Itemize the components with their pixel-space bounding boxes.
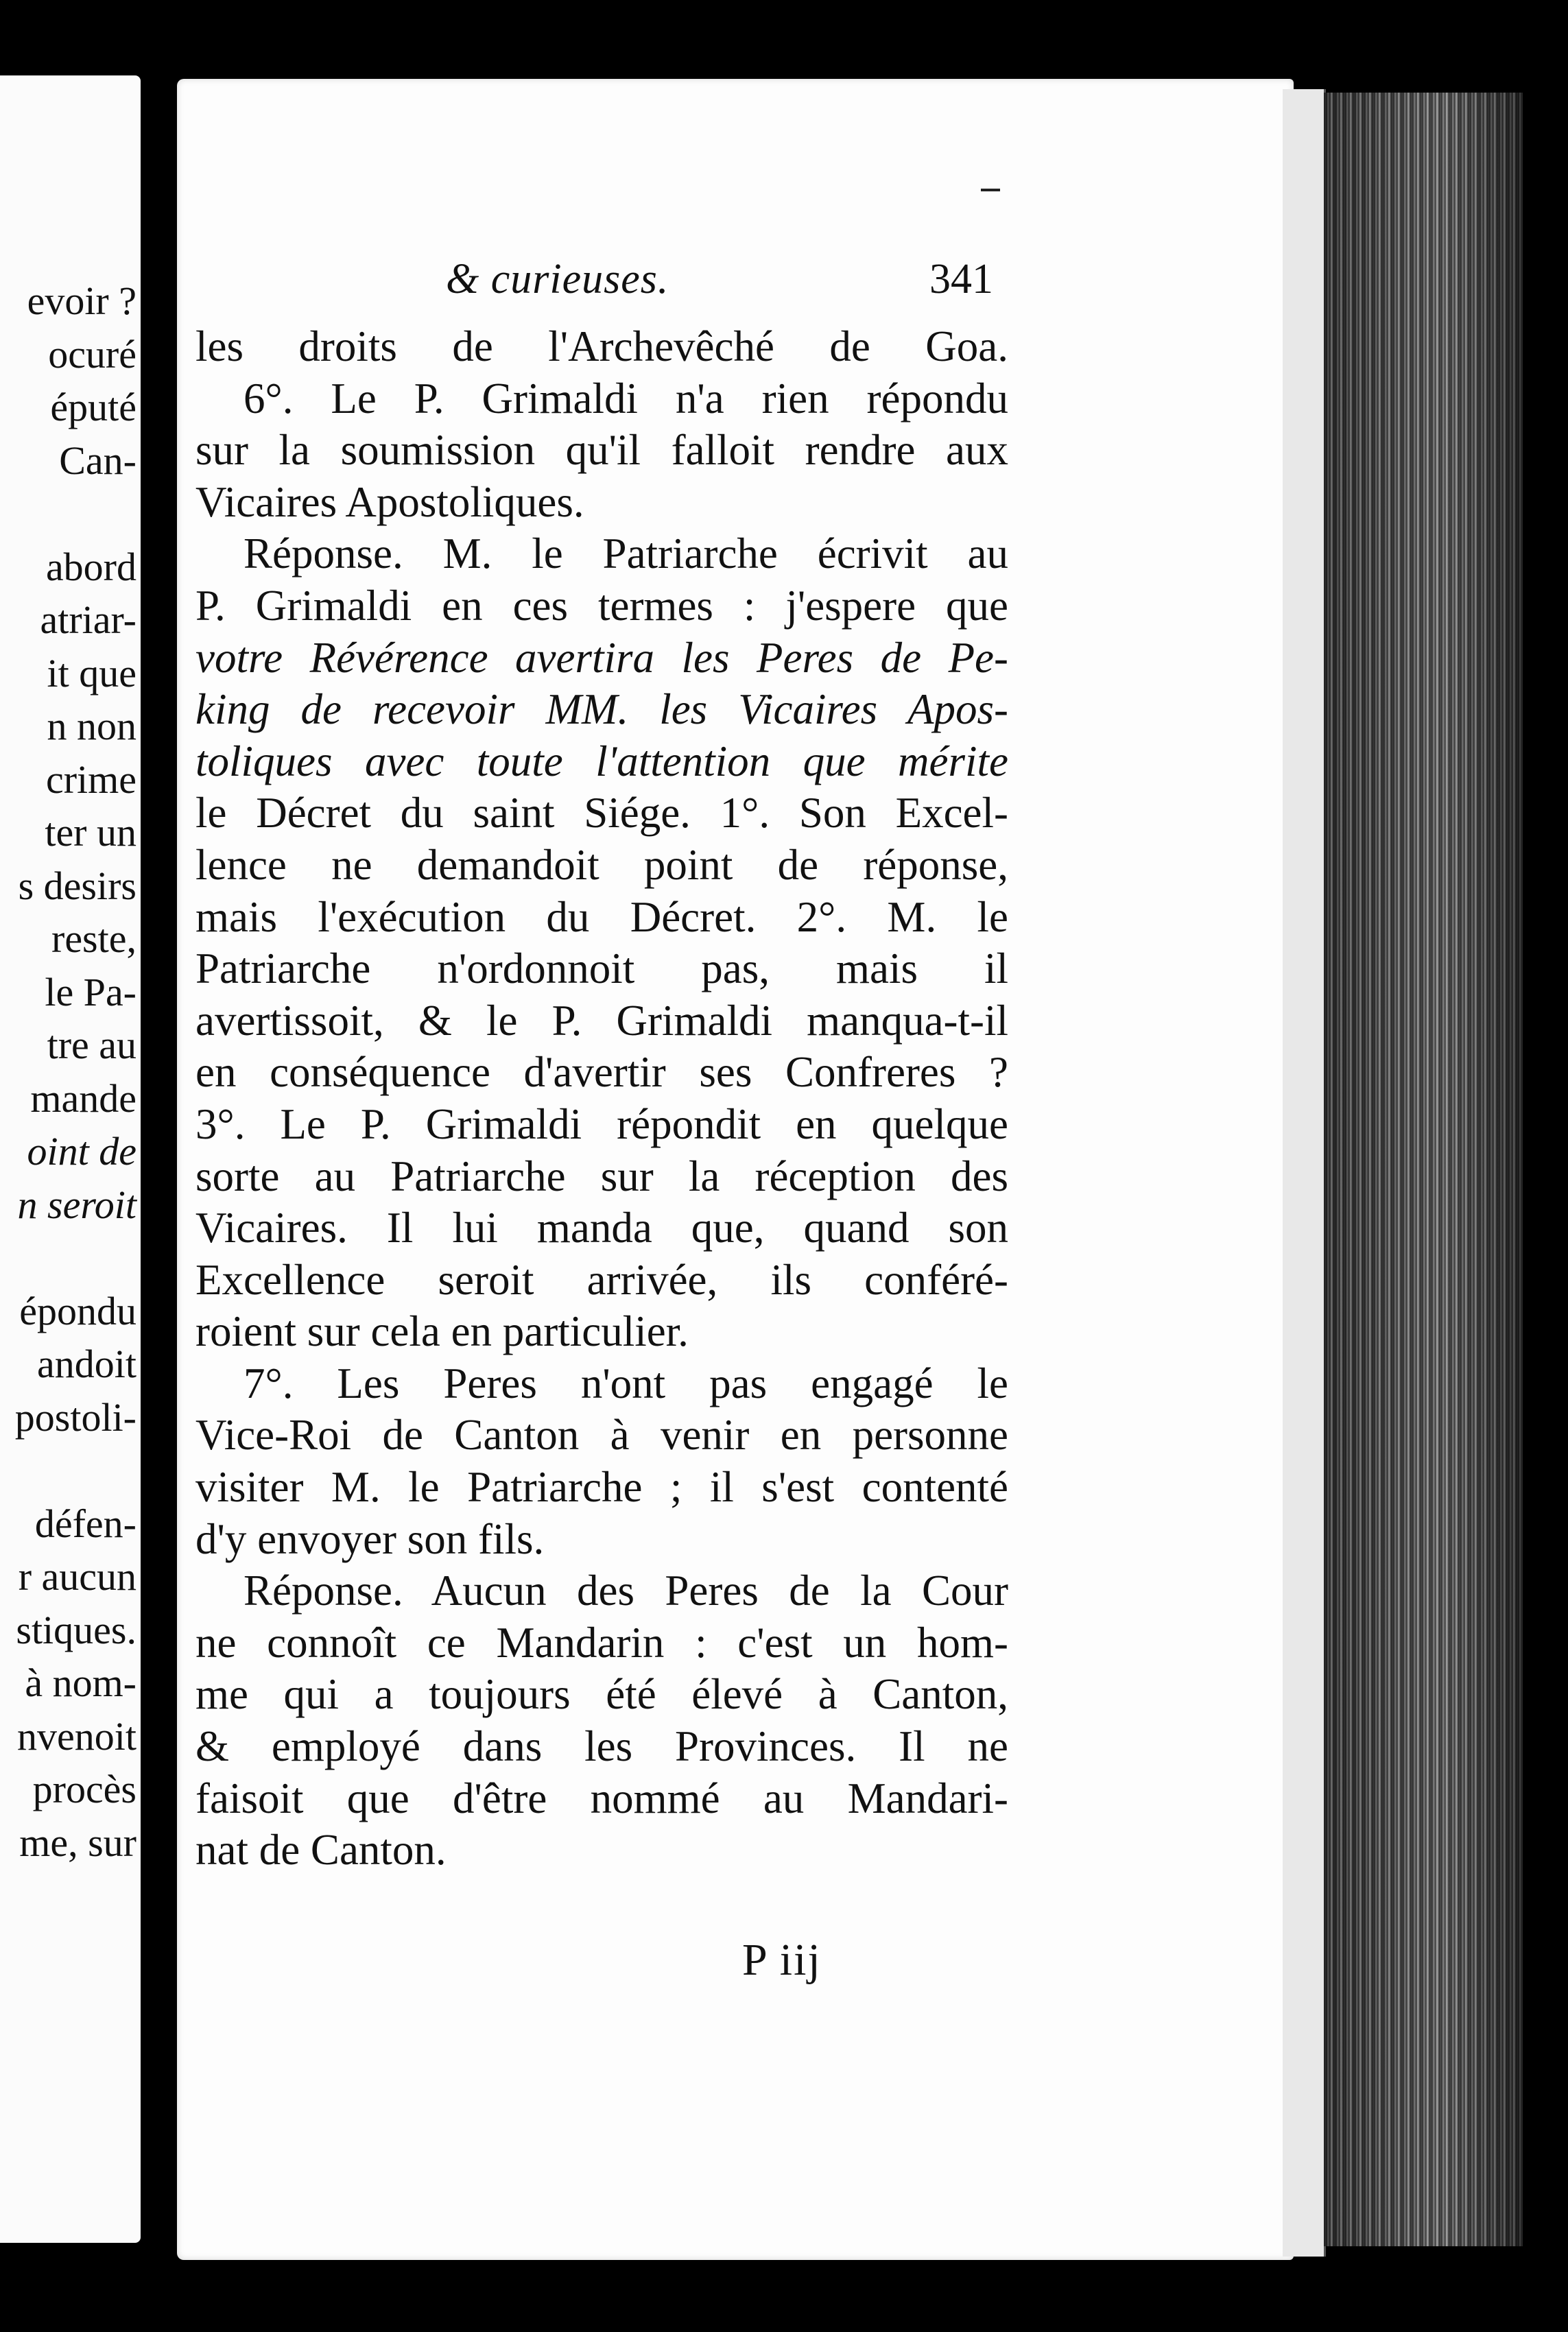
text-line: Patriarche n'ordonnoit pas, mais il [195,944,1008,993]
facing-page-line: éputé [50,385,136,429]
text-line: Vice-Roi de Canton à venir en personne [195,1411,1008,1460]
text-line: toliques avec toute l'attention que mérite [195,737,1008,785]
facing-page-line [15,1231,136,1285]
facing-page-line: reste, [51,916,136,961]
facing-page-line: s desirs [18,863,136,908]
facing-page-line: le Pa- [45,969,136,1014]
fore-edge-page-stack [1324,93,1523,2246]
facing-page-line: postoli- [14,1394,136,1440]
text-line: king de recevoir MM. les Vicaires Apos- [195,685,1008,734]
facing-page-line: à nom- [25,1661,136,1705]
facing-page-line: Can- [59,438,136,483]
facing-page-line: épondu [19,1288,136,1333]
signature-mark: P iij [742,1935,822,1985]
text-line: mais l'exécution du Décret. 2°. M. le [195,892,1008,941]
facing-page-line: atriar- [40,597,136,642]
text-line: & employé dans les Provinces. Il ne [195,1722,1008,1771]
facing-page-line: crime [45,757,136,802]
facing-page-line: abord [45,544,136,589]
text-line: 3°. Le P. Grimaldi répondit en quelque [195,1099,1008,1148]
facing-page-line: n non [47,704,136,748]
facing-page-line: tre au [47,1023,136,1067]
facing-page-line: procès [32,1767,136,1811]
facing-page-line: ocuré [48,331,136,377]
text-line: 6°. Le P. Grimaldi n'a rien répondu [243,374,1008,423]
text-line: en conséquence d'avertir ses Confreres ? [195,1048,1008,1097]
text-line: P. Grimaldi en ces termes : j'espere que [195,581,1008,630]
text-line: d'y envoyer son fils. [195,1514,545,1563]
text-line: Vicaires. Il lui manda que, quand son [195,1204,1008,1252]
facing-page-line: r aucun [18,1554,136,1599]
facing-page-line: it que [47,650,136,695]
facing-page-line: mande [30,1075,136,1121]
text-line: Excellence seroit arrivée, ils conféré- [195,1255,1008,1304]
text-line: sur la soumission qu'il falloit rendre aux [195,426,1008,475]
text-line: les droits de l'Archevêché de Goa. [195,322,1008,370]
facing-page-line: défen- [34,1501,136,1546]
facing-page-line: evoir ? [27,278,136,323]
text-line: visiter M. le Patriarche ; il s'est contenté [195,1463,1008,1512]
body-text [195,321,1008,1877]
text-line: nat de Canton. [195,1826,447,1875]
facing-page-line: stiques. [16,1607,136,1652]
page-number: 341 [929,256,993,302]
facing-page-line [15,487,136,540]
facing-page-line: ter un [45,810,136,855]
facing-page-line: me, sur [19,1820,136,1865]
text-line: ne connoît ce Mandarin : c'est un hom- [195,1618,1008,1667]
text-line: me qui a toujours été élevé à Canton, [195,1670,1008,1719]
text-line: Réponse. M. le Patriarche écrivit au [243,530,1008,578]
facing-page-left [0,75,141,2243]
facing-page-text [15,274,136,1869]
text-line: lence ne demandoit point de réponse, [195,840,1008,889]
printer-mark [981,189,1000,191]
running-title: & curieuses. [446,256,669,302]
page-edge [1283,89,1326,2257]
text-line: sorte au Patriarche sur la réception des [195,1152,1008,1200]
facing-page-line: n seroit [17,1182,136,1227]
facing-page-line: andoit [37,1342,136,1386]
text-line: le Décret du saint Siége. 1°. Son Excel- [195,789,1008,837]
text-line: votre Révérence avertira les Peres de Pe- [195,633,1008,682]
text-line: avertissoit, & le P. Grimaldi manqua-t-il [195,996,1008,1045]
text-line: faisoit que d'être nommé au Mandari- [195,1774,1008,1822]
text-line: roient sur cela en particulier. [195,1307,689,1356]
text-line: Vicaires Apostoliques. [195,477,584,526]
text-line: Réponse. Aucun des Peres de la Cour [243,1567,1008,1615]
facing-page-line [15,1444,136,1497]
facing-page-line: oint de [27,1129,136,1174]
text-line: 7°. Les Peres n'ont pas engagé le [243,1359,1008,1407]
facing-page-line: nvenoit [17,1713,136,1759]
